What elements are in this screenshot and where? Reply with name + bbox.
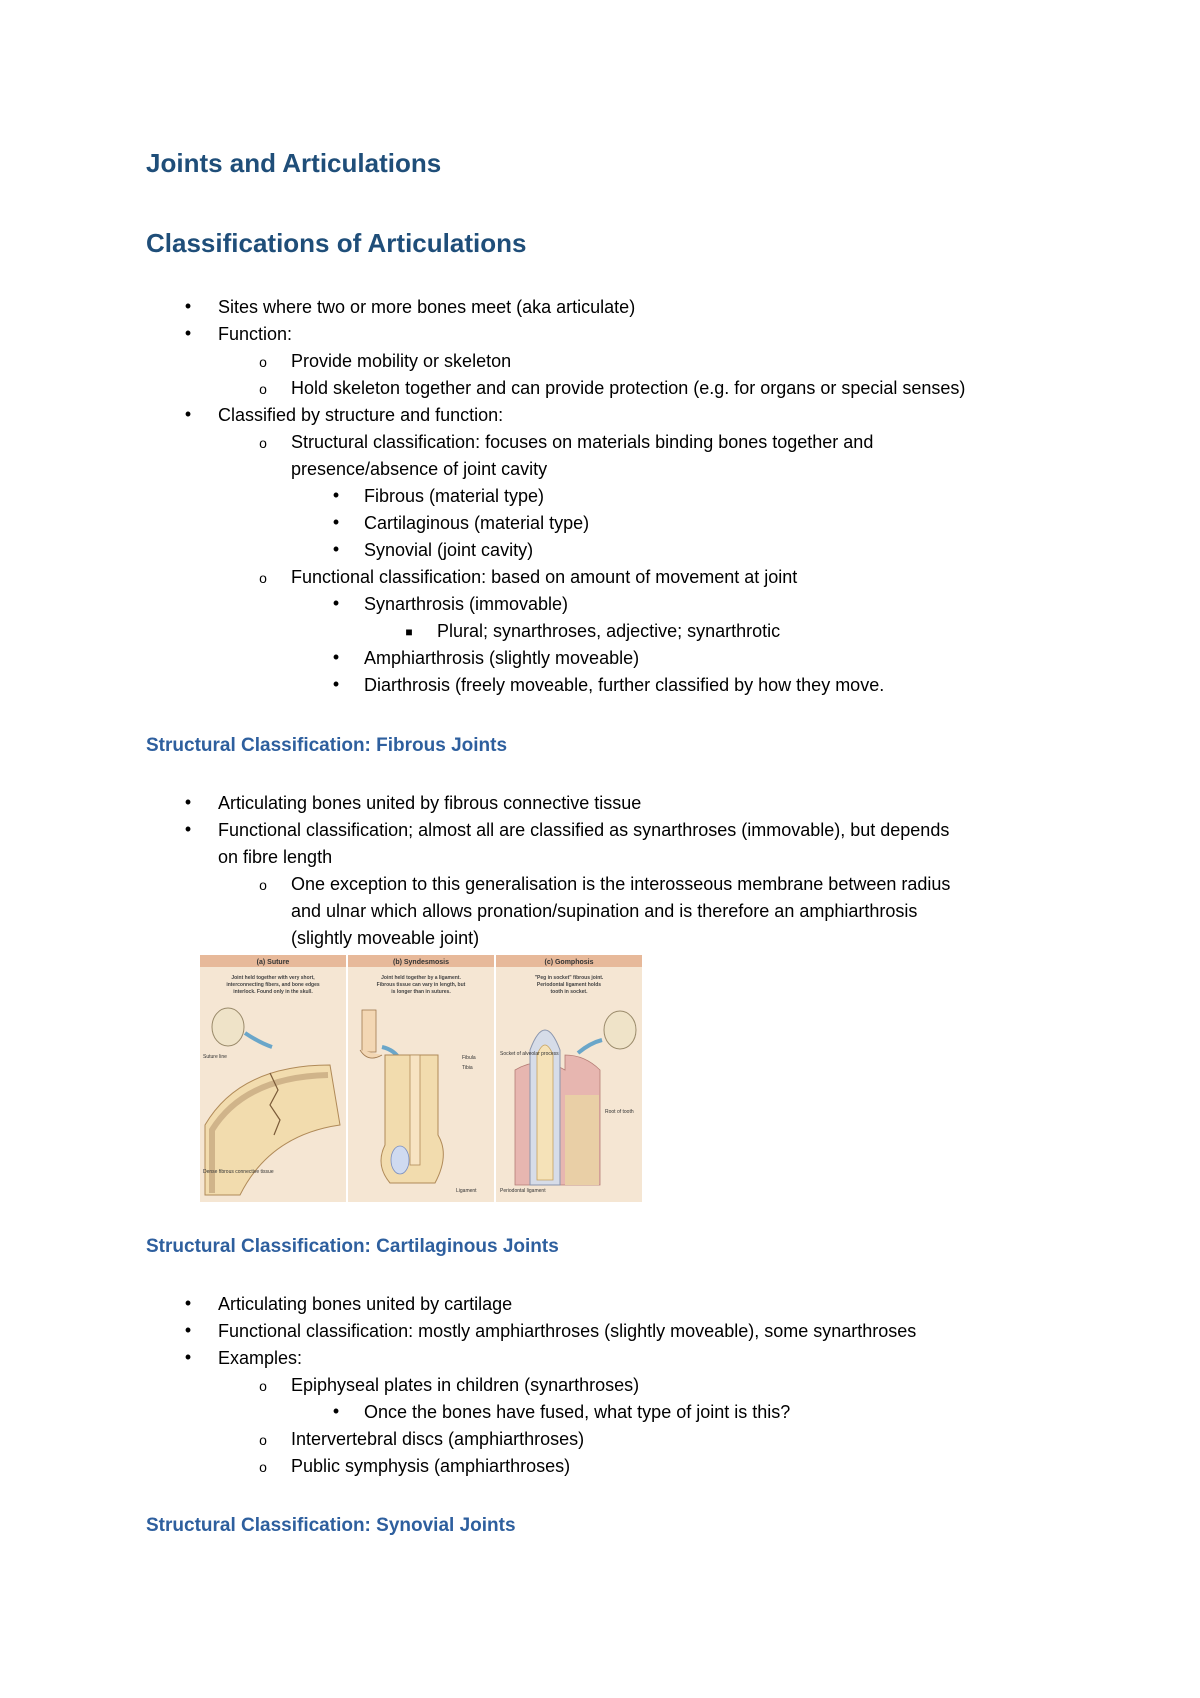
panel-caption: Joint held together with very short, [231,975,315,981]
panel-caption: tooth in socket. [550,989,588,995]
bullet-disc-icon: • [332,1401,340,1421]
panel-caption: Periodontal ligament holds [536,982,602,988]
bullet-circle-icon: o [259,570,267,586]
list-item: Public symphysis (amphiarthroses) [291,1456,571,1476]
bullet-disc-icon: • [184,296,192,316]
bullet-disc-icon: • [332,593,340,613]
list-item: Fibrous (material type) [364,486,545,506]
section-heading-classifications: Classifications of Articulations [146,228,527,258]
bullet-disc-icon: • [184,1347,192,1367]
bullet-circle-icon: o [259,1459,267,1475]
panel-caption: interlock. Found only in the skull. [233,989,313,995]
list-item: Hold skeleton together and can provide protection (e.g. for organs or special senses) [291,378,966,398]
list-item: Intervertebral discs (amphiarthroses) [291,1429,585,1449]
bullet-circle-icon: o [259,435,267,451]
bullet-circle-icon: o [259,354,267,370]
list-item: Sites where two or more bones meet (aka articulate) [218,297,636,317]
panel-title: (c) Gomphosis [544,959,594,966]
figure-label: Fibula [462,1055,476,1061]
list-item: Synarthrosis (immovable) [364,594,569,614]
panel-caption: interconnecting fibers, and bone edges [226,982,320,988]
list-item: Amphiarthrosis (slightly moveable) [364,648,640,668]
figure-label: Socket of alveolar process [500,1051,559,1057]
bullet-disc-icon: • [184,819,192,839]
list-item: Function: [218,324,293,344]
figure-label: Suture line [203,1054,227,1060]
panel-title: (a) Suture [256,959,290,966]
bullet-disc-icon: • [184,404,192,424]
bullet-disc-icon: • [332,674,340,694]
bullet-square-icon: ■ [405,625,413,639]
list-item: Articulating bones united by cartilage [218,1294,513,1314]
fibrous-joints-figure [200,955,642,1202]
list-item: Examples: [218,1348,303,1368]
list-item: Classified by structure and function: [218,405,504,425]
list-item: Functional classification: mostly amphiarthroses (slightly moveable), some synarthroses [218,1321,917,1341]
section-heading-fibrous: Structural Classification: Fibrous Joints [146,735,508,756]
panel-caption: Fibrous tissue can vary in length, but [376,982,466,988]
bullet-disc-icon: • [184,1293,192,1313]
section-heading-cartilaginous: Structural Classification: Cartilaginous Joints [146,1236,559,1257]
list-item: Plural; synarthroses, adjective; synarthrotic [437,621,781,641]
bullet-disc-icon: • [184,323,192,343]
bullet-disc-icon: • [332,539,340,559]
figure-label: Dense fibrous connective tissue [203,1169,274,1175]
list-item: Cartilaginous (material type) [364,513,590,533]
list-item-continuation: on fibre length [218,847,333,867]
figure-label: Ligament [456,1188,477,1194]
list-item: Articulating bones united by fibrous connective tissue [218,793,642,813]
figure-label: Periodontal ligament [500,1188,546,1194]
list-item: Diarthrosis (freely moveable, further classified by how they move. [364,675,885,695]
panel-title: (b) Syndesmosis [392,959,450,966]
section-heading-synovial: Structural Classification: Synovial Joints [146,1515,516,1536]
list-item: Structural classification: focuses on materials binding bones together and [291,432,874,452]
figure-label: Tibia [462,1065,473,1071]
figure-label: Root of tooth [605,1109,634,1115]
list-item-continuation: (slightly moveable joint) [291,928,480,948]
list-item: One exception to this generalisation is the interosseous membrane between radius [291,874,951,894]
bullet-disc-icon: • [332,512,340,532]
panel-caption: is longer than in sutures. [391,989,451,995]
bullet-disc-icon: • [184,792,192,812]
panel-caption: "Peg in socket" fibrous joint. [534,975,604,981]
bullet-circle-icon: o [259,1378,267,1394]
bullet-disc-icon: • [184,1320,192,1340]
bullet-disc-icon: • [332,485,340,505]
list-item: Synovial (joint cavity) [364,540,534,560]
bullet-disc-icon: • [332,647,340,667]
list-item: Once the bones have fused, what type of joint is this? [364,1402,791,1422]
list-item-continuation: and ulnar which allows pronation/supination and is therefore an amphiarthrosis [291,901,918,921]
list-item: Functional classification: based on amount of movement at joint [291,567,798,587]
panel-caption: Joint held together by a ligament. [381,975,461,981]
bullet-circle-icon: o [259,381,267,397]
list-item: Provide mobility or skeleton [291,351,512,371]
bullet-circle-icon: o [259,1432,267,1448]
list-item: Functional classification; almost all are classified as synarthroses (immovable), but depends [218,820,950,840]
list-item: Epiphyseal plates in children (synarthroses) [291,1375,640,1395]
list-item-continuation: presence/absence of joint cavity [291,459,548,479]
bullet-circle-icon: o [259,877,267,893]
document-title: Joints and Articulations [146,148,442,178]
